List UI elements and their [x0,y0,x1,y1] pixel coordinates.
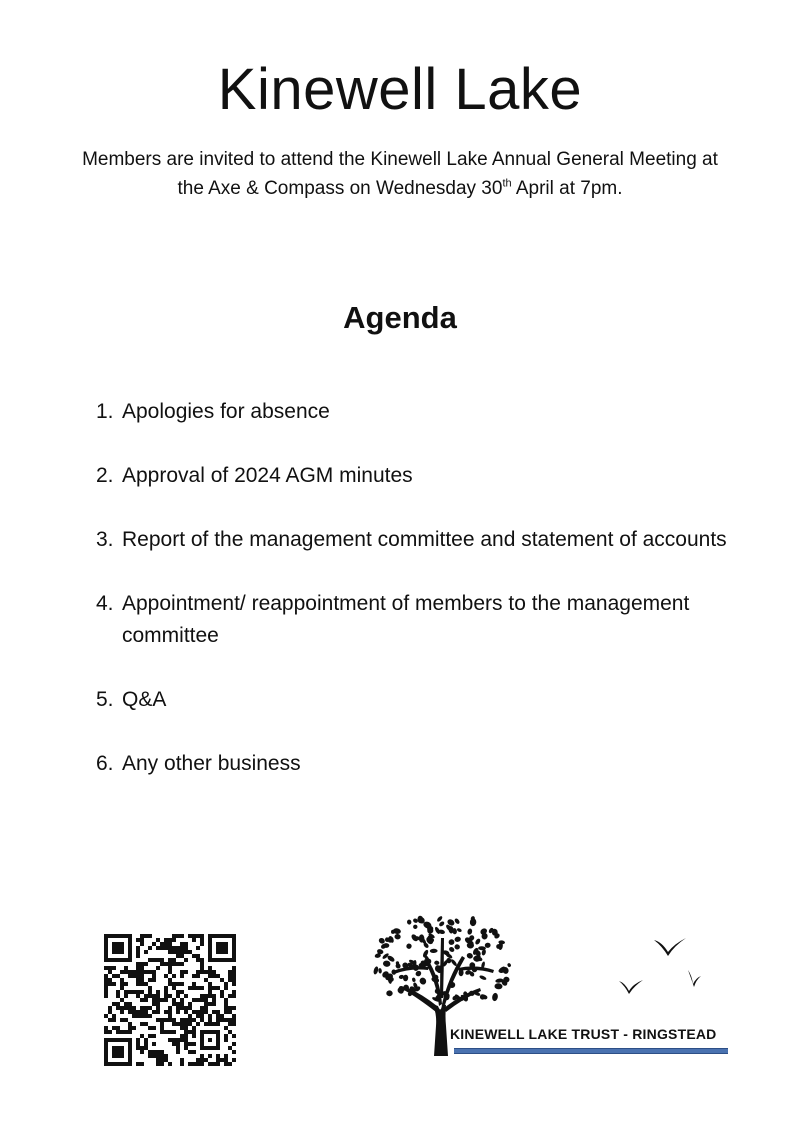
trust-name: KINEWELL LAKE TRUST - RINGSTEAD [450,1026,717,1042]
agenda-item-number: 5. [96,688,114,711]
agenda-item-text: Apologies for absence [122,400,330,423]
agenda-heading: Agenda [343,300,457,335]
invitation-line-1: Members are invited to attend the Kinewell Lake Annual General Meeting at [82,149,718,170]
agenda-item-text: Q&A [122,688,167,711]
page-title: Kinewell Lake [217,57,583,122]
agenda-item [96,524,736,556]
agenda-item-number: 1. [96,400,114,423]
agenda-item [96,396,736,428]
agenda-item-number: 3. [96,528,114,551]
trust-underline [454,1048,728,1054]
invitation-line-2-start: the Axe & Compass on Wednesday 30 [177,178,503,199]
bird-icon [652,936,688,958]
agenda-item-text: Any other business [122,752,301,775]
qr-code-icon[interactable] [104,934,236,1066]
agenda-item [96,684,736,716]
trust-logo [362,906,738,1070]
agenda-item-number: 4. [96,592,114,615]
agenda-item-text: Appointment/ reappointment of members to the management committee [122,592,690,647]
agenda-item-text: Report of the management committee and statement of accounts [122,528,727,551]
bird-icon [618,978,644,996]
agenda-item-number: 2. [96,464,114,487]
bird-icon [686,968,702,988]
agenda-list [96,396,736,812]
agenda-item [96,460,736,492]
agenda-item-text: Approval of 2024 AGM minutes [122,464,413,487]
meeting-invitation [40,145,760,203]
agenda-item-number: 6. [96,752,114,775]
agenda-item [96,748,736,780]
agenda-item [96,588,736,652]
invitation-line-2-end: April at 7pm. [511,178,623,199]
date-ordinal-suffix: th [502,177,512,190]
